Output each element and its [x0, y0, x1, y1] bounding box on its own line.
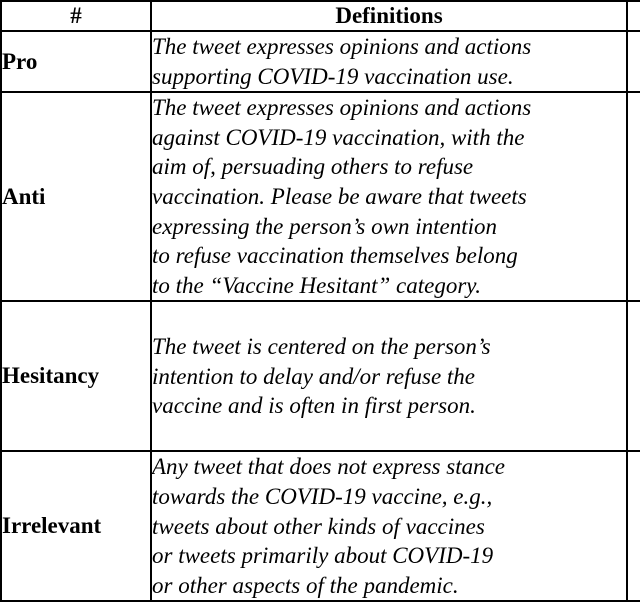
- table-row-anti: [1, 92, 640, 301]
- definition-line: or other aspects of the pandemic.: [152, 572, 459, 598]
- row-spacer: [627, 301, 640, 451]
- definition-line: towards the COVID-19 vaccine, e.g.,: [152, 483, 493, 509]
- definition-line: to the “Vaccine Hesitant” category.: [152, 272, 481, 298]
- definition-line: Any tweet that does not express stance: [152, 454, 506, 480]
- header-spacer: [627, 1, 640, 31]
- header-label-column: #: [1, 1, 151, 31]
- row-spacer: [627, 451, 640, 601]
- definition-line: intention to delay and/or refuse the: [152, 363, 476, 389]
- definition-line: vaccine and is often in first person.: [152, 393, 476, 419]
- table-row-hesitancy: [1, 301, 640, 451]
- definition-line: against COVID-19 vaccination, with the: [152, 124, 525, 150]
- definition-line: vaccination. Please be aware that tweets: [152, 183, 527, 209]
- row-definition-irrelevant: [151, 451, 627, 601]
- row-label-anti: Anti: [1, 92, 151, 301]
- header-definitions-column: Definitions: [151, 1, 627, 31]
- definition-line: The tweet expresses opinions and actions: [152, 34, 532, 59]
- definition-line: tweets about other kinds of vaccines: [152, 513, 485, 539]
- row-definition-anti: [151, 92, 627, 301]
- header-row: [1, 1, 640, 31]
- table-row-pro: [1, 31, 640, 92]
- row-label-irrelevant: Irrelevant: [1, 451, 151, 601]
- row-label-pro: Pro: [1, 31, 151, 92]
- definition-line: supporting COVID-19 vaccination use.: [152, 63, 514, 89]
- row-definition-hesitancy: [151, 301, 627, 451]
- definition-line: aim of, persuading others to refuse: [152, 154, 474, 180]
- definition-line: expressing the person’s own intention: [152, 213, 497, 239]
- table-row-irrelevant: [1, 451, 640, 601]
- definition-line: or tweets primarily about COVID-19: [152, 543, 494, 569]
- row-spacer: [627, 31, 640, 92]
- row-spacer: [627, 92, 640, 301]
- definition-line: to refuse vaccination themselves belong: [152, 243, 518, 269]
- row-definition-pro: [151, 31, 627, 92]
- definition-line: The tweet is centered on the person’s: [152, 333, 491, 359]
- row-label-hesitancy: Hesitancy: [1, 301, 151, 451]
- definition-line: The tweet expresses opinions and actions: [152, 95, 532, 121]
